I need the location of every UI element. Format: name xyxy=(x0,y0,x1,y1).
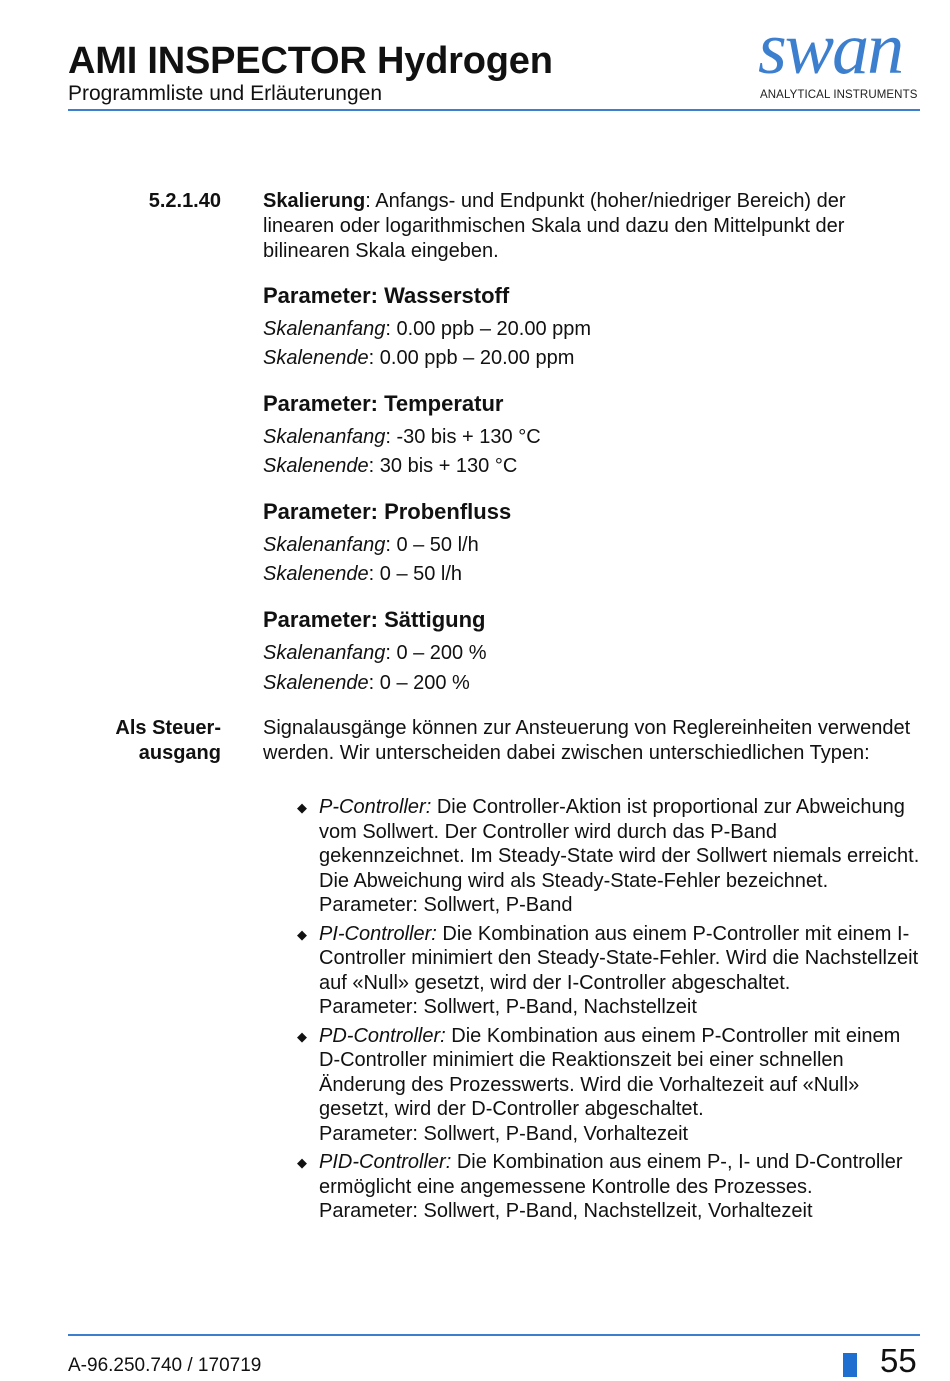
range-end-value: : 0 – 200 % xyxy=(368,672,470,694)
steuerausgang-label xyxy=(115,716,221,766)
controller-params: Parameter: Sollwert, P-Band, Nachstellzeit, Vorhaltezeit xyxy=(319,1200,813,1222)
list-item xyxy=(297,1150,925,1224)
range-start-temperatur xyxy=(263,426,541,449)
range-end-value: : 0.00 ppb – 20.00 ppm xyxy=(368,347,575,369)
range-end-value: : 30 bis + 130 °C xyxy=(368,455,518,477)
range-end-value: : 0 – 50 l/h xyxy=(368,563,463,585)
range-end-label: Skalenende xyxy=(263,455,369,477)
range-start-label: Skalenanfang xyxy=(263,642,386,664)
logo-tagline: ANALYTICAL INSTRUMENTS xyxy=(760,89,918,101)
diamond-bullet-icon: ◆ xyxy=(297,926,307,942)
controller-term: PID-Controller: xyxy=(319,1151,452,1173)
range-start-label: Skalenanfang xyxy=(263,318,386,340)
page-title: AMI INSPECTOR Hydrogen xyxy=(68,40,553,82)
range-end-temperatur xyxy=(263,455,517,478)
controller-params: Parameter: Sollwert, P-Band, Vorhaltezeit xyxy=(319,1122,689,1145)
range-start-value: : 0.00 ppb – 20.00 ppm xyxy=(385,318,592,340)
steuerausgang-label-line1: Als Steuer- xyxy=(115,717,221,739)
diamond-bullet-icon: ◆ xyxy=(297,1155,307,1170)
page-marker-icon xyxy=(843,1353,857,1377)
param-heading-probenfluss: Parameter: Probenfluss xyxy=(263,499,512,524)
range-start-label: Skalenanfang xyxy=(263,534,386,556)
param-heading-wasserstoff: Parameter: Wasserstoff xyxy=(263,283,510,308)
range-end-probenfluss xyxy=(263,563,462,586)
section-number: 5.2.1.40 xyxy=(148,190,221,212)
controller-text: Die Controller-Aktion ist proportional zur Abweichung vom Sollwert. Der Controller wird durch das P-Band gekennzeichnet. Im Steady-State wird der Sollwert niemals erreicht. Die Abweichung wird als Steady-State-Fehler bezeichnet. Parameter: Sollwert, P-Band xyxy=(319,796,920,916)
range-start-value: : 0 – 50 l/h xyxy=(385,534,479,556)
controller-params: Parameter: Sollwert, P-Band, Nachstellzeit xyxy=(319,996,697,1018)
range-end-wasserstoff xyxy=(263,347,574,370)
range-start-wasserstoff xyxy=(263,318,591,341)
section-intro xyxy=(263,189,920,264)
controller-text: Die Kombination aus einem P-Controller mit einem I-Controller minimiert den Steady-State-Fehler. Wird die Nachstellzeit auf «Null» gesetzt, wird der I-Controller abgeschaltet. xyxy=(319,922,919,994)
intro-term: Skalierung xyxy=(263,190,366,212)
footer-divider xyxy=(68,1334,920,1336)
range-end-saettigung xyxy=(263,672,470,695)
range-start-saettigung xyxy=(263,642,487,665)
intro-text: : Anfangs- und Endpunkt (hoher/niedriger Bereich) der linearen oder logarithmischen Skala und dazu den Mittelpunkt der bilinearen Skala eingeben. xyxy=(263,190,846,262)
param-heading-temperatur: Parameter: Temperatur xyxy=(263,391,504,416)
range-start-value: : -30 bis + 130 °C xyxy=(385,426,541,448)
document-number: A-96.250.740 / 170719 xyxy=(68,1355,262,1376)
list-item xyxy=(297,795,925,918)
range-end-label: Skalenende xyxy=(263,563,369,585)
range-end-label: Skalenende xyxy=(263,347,369,369)
controller-term: P-Controller: xyxy=(319,796,432,818)
list-item xyxy=(297,1024,925,1147)
list-item xyxy=(297,922,925,1020)
page-number: 55 xyxy=(880,1342,917,1379)
range-start-probenfluss xyxy=(263,534,479,557)
controller-term: PI-Controller: xyxy=(319,922,437,945)
range-start-label: Skalenanfang xyxy=(263,426,386,448)
controller-term: PD-Controller: xyxy=(319,1024,446,1047)
range-end-label: Skalenende xyxy=(263,672,369,694)
controller-text: Die Kombination aus einem P-Controller mit einem D-Controller minimiert die Reaktionszeit bei einer schnellen Änderung des Prozesswerts. Wird die Vorhaltezeit auf «Null» gesetzt, wird der D-Controller abgeschaltet. xyxy=(319,1024,901,1120)
header-divider xyxy=(68,109,920,111)
steuerausgang-intro: Signalausgänge können zur Ansteuerung von Reglereinheiten verwendet werden. Wir unterscheiden dabei zwischen unterschiedlichen Typen: xyxy=(263,717,911,764)
param-heading-saettigung: Parameter: Sättigung xyxy=(263,607,486,632)
controller-text: Die Kombination aus einem P-, I- und D-Controller ermöglicht eine angemessene Kontrolle des Prozesses. xyxy=(319,1151,903,1198)
diamond-bullet-icon: ◆ xyxy=(297,1028,307,1044)
range-start-value: : 0 – 200 % xyxy=(385,642,487,664)
swan-logo: swan xyxy=(758,8,903,90)
diamond-bullet-icon: ◆ xyxy=(297,800,307,815)
controller-list xyxy=(297,795,925,1228)
steuerausgang-label-line2: ausgang xyxy=(138,742,221,764)
page-subtitle: Programmliste und Erläuterungen xyxy=(68,82,382,105)
